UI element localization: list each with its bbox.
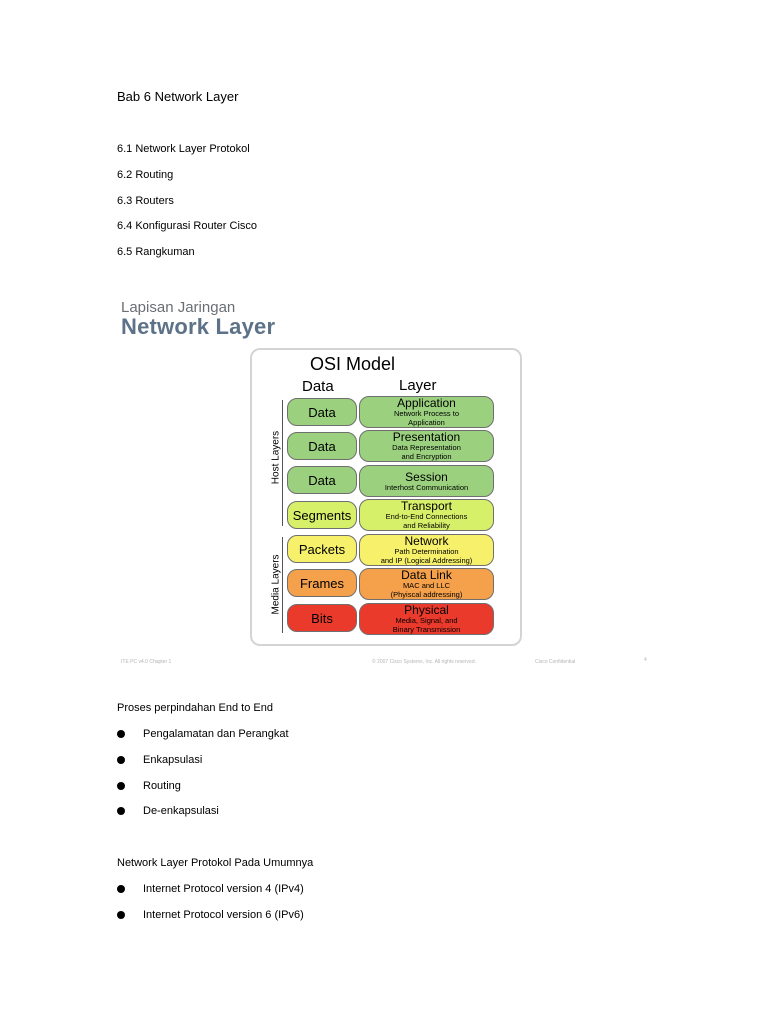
slide-footer-left: ITE PC v4.0 Chapter 1 xyxy=(121,659,172,665)
slide-subtitle: Lapisan Jaringan xyxy=(121,299,236,316)
list-item: Pengalamatan dan Perangkat xyxy=(143,728,289,740)
document-title: Bab 6 Network Layer xyxy=(117,89,239,104)
bullet-icon xyxy=(117,730,125,738)
list-item: Enkapsulasi xyxy=(143,754,203,766)
layer-pill-transport: Transport End-to-End Connections and Reliability xyxy=(359,499,494,531)
toc-item: 6.3 Routers xyxy=(117,195,174,207)
layer-pill-physical: Physical Media, Signal, and Binary Transmission xyxy=(359,603,494,635)
slide-footer-right: Cisco Confidential xyxy=(535,659,576,665)
data-pill: Data xyxy=(287,398,357,426)
slide-title: Network Layer xyxy=(121,314,276,339)
toc-item: 6.2 Routing xyxy=(117,169,174,181)
media-layers-label: Media Layers xyxy=(270,554,282,615)
data-pill: Data xyxy=(287,432,357,460)
layer-pill-data-link: Data Link MAC and LLC (Phyiscal addressing) xyxy=(359,568,494,600)
toc-item: 6.5 Rangkuman xyxy=(117,246,195,258)
layer-pill-presentation: Presentation Data Representation and Encryption xyxy=(359,430,494,462)
slide-footer-middle: © 2007 Cisco Systems, Inc. All rights reserved. xyxy=(372,659,477,665)
bullet-icon xyxy=(117,885,125,893)
bullet-icon xyxy=(117,911,125,919)
host-layers-line xyxy=(282,400,283,526)
list-item: Internet Protocol version 6 (IPv6) xyxy=(143,909,304,921)
data-pill: Frames xyxy=(287,569,357,597)
list-item: Routing xyxy=(143,780,181,792)
bullet-icon xyxy=(117,807,125,815)
bullet-icon xyxy=(117,782,125,790)
column-header-layer: Layer xyxy=(399,377,437,394)
data-pill: Data xyxy=(287,466,357,494)
column-header-data: Data xyxy=(302,378,334,395)
layer-pill-session: Session Interhost Communication xyxy=(359,465,494,497)
osi-title: OSI Model xyxy=(310,354,396,374)
slide-page-number: 4 xyxy=(644,657,647,663)
media-layers-line xyxy=(282,537,283,633)
list-item: De-enkapsulasi xyxy=(143,805,219,817)
toc-item: 6.1 Network Layer Protokol xyxy=(117,143,250,155)
host-layers-label: Host Layers xyxy=(270,430,282,485)
osi-model-frame xyxy=(250,348,522,646)
layer-pill-network: Network Path Determination and IP (Logical Addressing) xyxy=(359,534,494,566)
toc-item: 6.4 Konfigurasi Router Cisco xyxy=(117,220,258,232)
section-heading: Network Layer Protokol Pada Umumnya xyxy=(117,857,314,869)
layer-pill-application: Application Network Process to Application xyxy=(359,396,494,428)
bullet-icon xyxy=(117,756,125,764)
data-pill: Bits xyxy=(287,604,357,632)
list-item: Internet Protocol version 4 (IPv4) xyxy=(143,883,304,895)
section-heading: Proses perpindahan End to End xyxy=(117,702,273,714)
data-pill: Packets xyxy=(287,535,357,563)
data-pill: Segments xyxy=(287,501,357,529)
